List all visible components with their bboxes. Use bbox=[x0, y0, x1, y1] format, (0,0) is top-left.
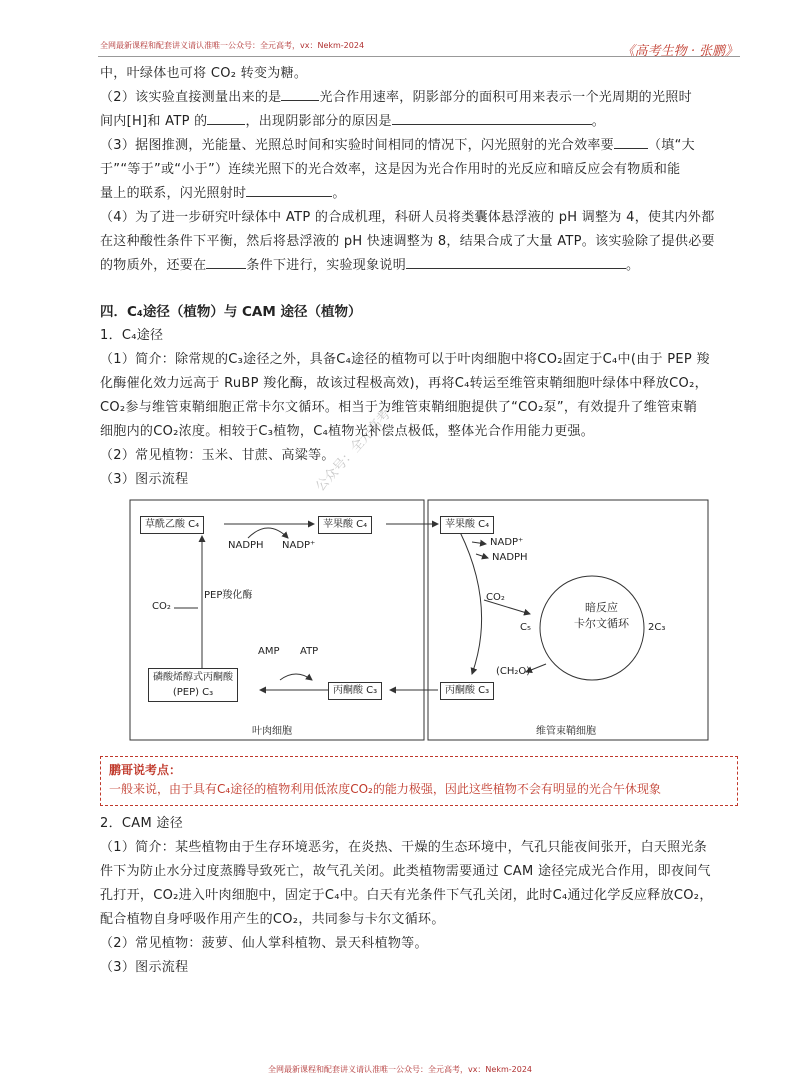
nadph-arrow bbox=[476, 554, 488, 558]
c4-intro-line-4: 细胞内的CO₂浓度。相较于C₃植物，C₄植物光补偿点极低，整体光合作用能力更强。 bbox=[100, 424, 595, 439]
answer-blank bbox=[406, 254, 626, 269]
amp-label: AMP bbox=[258, 646, 280, 657]
arrow-malate-to-pyruvate bbox=[460, 532, 482, 674]
c3x2-label: 2C₃ bbox=[648, 622, 666, 633]
c4-plants: （2）常见植物：玉米、甘蔗、高粱等。 bbox=[100, 448, 335, 463]
calvin-cycle-label: 暗反应 卡尔文循环 bbox=[574, 601, 629, 630]
footer-note: 全网最新课程和配套讲义请认准唯一公众号：全元高考，vx：Nekm-2024 bbox=[267, 1065, 533, 1074]
cam-intro-line-4: 配合植物自身呼吸作用产生的CO₂，共同参与卡尔文循环。 bbox=[100, 912, 445, 927]
header-divider bbox=[98, 56, 740, 57]
c4-flow-title: （3）图示流程 bbox=[100, 472, 189, 487]
c5-label: C₅ bbox=[520, 622, 531, 633]
amp-atp-curve bbox=[280, 674, 312, 680]
co2-left-label: CO₂ bbox=[152, 601, 171, 612]
pyruvate-right-box: 丙酮酸 C₃ bbox=[440, 682, 494, 700]
c4-pathway-diagram bbox=[100, 496, 740, 748]
c4-intro-line-3: CO₂参与维管束鞘细胞正常卡尔文循环。相当于为维管束鞘细胞提供了“CO₂泵”，有效提升了维管束鞘 bbox=[100, 400, 697, 415]
pyruvate-left-box: 丙酮酸 C₃ bbox=[328, 682, 382, 700]
question-line-1: 中，叶绿体也可将 CO₂ 转变为糖。 bbox=[100, 66, 308, 81]
note-title: 鹏哥说考点： bbox=[109, 763, 182, 777]
header-book-title: 《高考生物 · 张鹏》 bbox=[621, 44, 738, 59]
c4-intro-line-2: 化酶催化效力远高于 RuBP 羧化酶，故该过程极高效)，再将C₄转运至维管束鞘细胞叶绿体中释放CO₂， bbox=[100, 376, 708, 391]
subsection-c4-title: 1．C₄途径 bbox=[100, 328, 164, 343]
nadph-curve bbox=[248, 528, 288, 538]
answer-blank bbox=[206, 254, 246, 269]
answer-blank bbox=[614, 134, 648, 149]
cam-plants: （2）常见植物：菠萝、仙人掌科植物、景天科植物等。 bbox=[100, 936, 428, 951]
cam-intro-line-3: 孔打开，CO₂进入叶肉细胞中，固定于C₄中。白天有光条件下气孔关闭，此时C₄通过化学反应释放CO₂， bbox=[100, 888, 713, 903]
bundle-sheath-cell-outline bbox=[428, 500, 708, 740]
header-source-note: 全网最新课程和配套讲义请认准唯一公众号：全元高考，vx：Nekm-2024 bbox=[100, 41, 365, 50]
note-body: 一般来说，由于具有C₄途径的植物利用低浓度CO₂的能力极强，因此这些植物不会有明显的光合午休现象 bbox=[109, 782, 661, 796]
malate-right-box: 苹果酸 C₄ bbox=[440, 516, 494, 534]
section-heading: 四．C₄途径（植物）与 CAM 途径（植物） bbox=[100, 304, 362, 320]
answer-blank bbox=[246, 182, 332, 197]
pep-enzyme-label: PEP羧化酶 bbox=[204, 590, 253, 601]
nadp-right-label: NADP⁺ bbox=[490, 537, 524, 548]
nadp-arrow bbox=[472, 542, 486, 544]
answer-blank bbox=[392, 110, 592, 125]
question-2: （2）该实验直接测量出来的是 光合作用速率，阴影部分的面积可用来表示一个光周期的光照时 间内[H]和 ATP 的 ，出现阴影部分的原因是 。 bbox=[100, 86, 740, 134]
cam-flow-title: （3）图示流程 bbox=[100, 960, 189, 975]
oaa-box: 草酰乙酸 C₄ bbox=[140, 516, 204, 534]
c4-intro-line-1: （1）简介：除常规的C₃途径之外，具备C₄途径的植物可以于叶肉细胞中将CO₂固定于C₄中(由于 PEP 羧 bbox=[100, 352, 710, 367]
mesophyll-cell-outline bbox=[130, 500, 424, 740]
answer-blank bbox=[281, 86, 319, 101]
malate-left-box: 苹果酸 C₄ bbox=[318, 516, 372, 534]
mesophyll-label: 叶肉细胞 bbox=[252, 726, 292, 737]
atp-label: ATP bbox=[300, 646, 319, 657]
pep-box: 磷酸烯醇式丙酮酸 (PEP) C₃ bbox=[148, 668, 238, 702]
cam-intro-line-2: 件下为防止水分过度蒸腾导致死亡，故气孔关闭。此类植物需要通过 CAM 途径完成光合作用，即夜间气 bbox=[100, 864, 711, 879]
nadph-left-label: NADPH bbox=[228, 540, 264, 551]
nadph-right-label: NADPH bbox=[492, 552, 528, 563]
question-4: （4）为了进一步研究叶绿体中 ATP 的合成机理，科研人员将类囊体悬浮液的 pH 调整为 4，使其内外都 在这种酸性条件下平衡，然后将悬浮液的 pH 快速调整为 8，结果合成了大量 ATP。该实验除了提供必要 的物质外，还要在 条件下进行，实验现象说明 。 bbox=[100, 210, 715, 273]
exam-point-note bbox=[100, 756, 738, 806]
question-3: （3）据图推测，光能量、光照总时间和实验时间相同的情况下，闪光照射的光合效率要 （填“大 于”“等于”或“小于”）连续光照下的光合效率，这是因为光合作用时的光反应和暗反应会有物质和能 量上的联系，闪光照射时 。 bbox=[100, 134, 740, 206]
bundle-sheath-label: 维管束鞘细胞 bbox=[536, 726, 596, 737]
nadp-left-label: NADP⁺ bbox=[282, 540, 316, 551]
ch2o-label: (CH₂O) bbox=[496, 666, 531, 677]
watermark: 公众号：全元高考 bbox=[313, 407, 394, 495]
answer-blank bbox=[207, 110, 245, 125]
subsection-cam-title: 2．CAM 途径 bbox=[100, 816, 183, 831]
cam-intro-line-1: （1）简介：某些植物由于生存环境恶劣，在炎热、干燥的生态环境中，气孔只能夜间张开，白天照光条 bbox=[100, 840, 708, 855]
co2-right-label: CO₂ bbox=[486, 592, 505, 603]
page-content bbox=[100, 62, 740, 980]
